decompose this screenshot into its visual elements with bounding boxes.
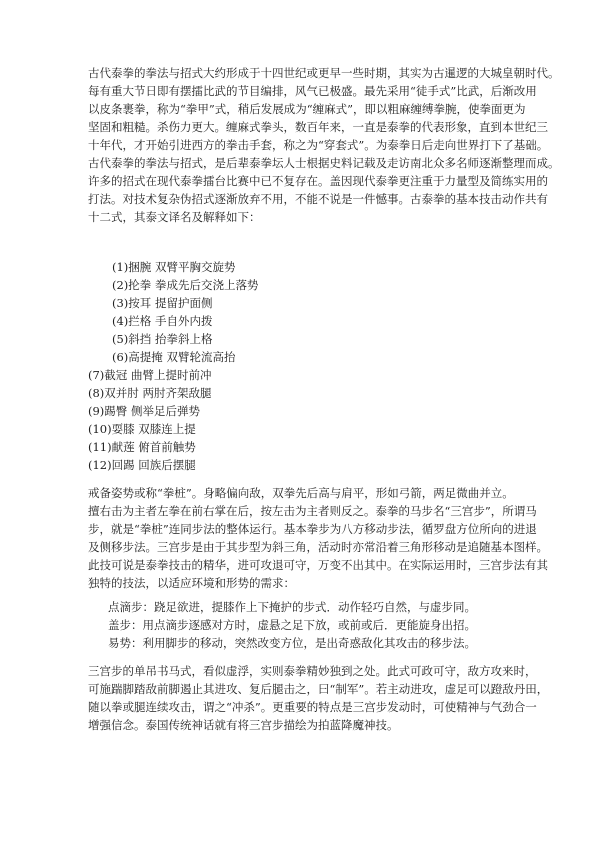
definition-line: 易势：利用脚步的移动，突然改变方位，是出奇惑敌化其攻击的移步法。 — [108, 636, 476, 650]
definition-line: 点滴步：跷足欲进，提膝作上下掩护的步式．动作轻巧自然，与虚步同。 — [108, 600, 476, 614]
text-line: 坚固和粗糙。杀伤力更大。缠麻式拳头，数百年来，一直是泰拳的代表形象，直到本世纪三 — [88, 120, 548, 134]
list-item: (3)按耳 提留护面侧 — [112, 296, 213, 310]
text-line: 随以拳或腿连续攻击，谓之“冲杀”。更重要的特点是三宫步发动时，可使精神与气劲合一 — [88, 700, 537, 714]
list-item: (9)踢臀 侧举足后弹势 — [88, 404, 200, 418]
list-item: (12)回踢 回族后摆腿 — [88, 458, 196, 472]
text-line: 此技可说是泰拳技击的精华，进可攻退可守，万变不出其中。在实际运用时，三宫步法有其 — [88, 558, 548, 572]
text-line: 三宫步的单吊书马式，看似虚浮，实则泰拳精妙独到之处。此式可政可守，敌方攻来时， — [88, 664, 537, 678]
list-item: (4)拦格 手自外内拨 — [112, 314, 213, 328]
list-item: (8)双并肘 两肘齐架敌腿 — [88, 386, 212, 400]
text-line: 每有重大节日即有摆擂比武的节目编排，风气已极盛。最先采用“徒手式”比武，后渐改用 — [88, 84, 537, 98]
list-item: (1)捆腕 双臂平胸交旋势 — [112, 260, 236, 274]
text-line: 戒备姿势或称“拳桩”。身略偏向敌，双拳先后高与肩平，形如弓箭，两足微曲并立。 — [88, 486, 514, 500]
definition-line: 盖步：用点滴步逐感对方时，虚悬之足下放，或前或后．更能旋身出招。 — [108, 618, 476, 632]
text-line: 古代泰拳的拳法与招式，是后辈泰拳坛人士根据史料记载及走访南北众多名师逐渐整理而成。 — [88, 156, 560, 170]
text-line: 可施踹脚踏敌前脚遏止其进攻、复后腿击之，曰“制军”。若主动进攻，虚足可以蹬敌丹田， — [88, 682, 549, 696]
list-item: (7)截冠 曲臂上提时前冲 — [88, 368, 212, 382]
text-line: 及侧移步法。三宫步是由于其步型为斜三角，活动时亦常沿着三角形移动是追随基本图样。 — [88, 540, 548, 554]
text-line: 以皮条裹拳，称为“拳甲”式，稍后发展成为“缠麻式”，即以粗麻缠缚拳腕，使拳面更为 — [88, 102, 526, 116]
list-item: (6)高提掩 双臂轮流高抬 — [112, 350, 236, 364]
list-item: (10)耍膝 双膝连上提 — [88, 422, 196, 436]
list-item: (5)斜挡 抬拳斜上格 — [112, 332, 213, 346]
text-line: 增强信念。泰国传统神话就有将三宫步描绘为拍蓝降魔神技。 — [88, 718, 399, 732]
list-item: (11)献莲 俯首前触势 — [88, 440, 196, 454]
text-line: 许多的招式在现代泰拳擂台比赛中已不复存在。盖因现代泰拳更注重于力量型及简练实用的 — [88, 174, 548, 188]
text-line: 十年代，才开始引进西方的拳击手套，称之为“穿套式”。为泰拳日后走向世界打下了基础。 — [88, 138, 549, 152]
text-line: 独特的技法，以适应环境和形势的需求： — [88, 576, 295, 590]
list-item: (2)抡拳 拳成先后交浇上落势 — [112, 278, 259, 292]
text-line: 步，就是“拳桩”连同步法的整体运行。基本拳步为八方移动步法，循罗盘方位所向的进退 — [88, 522, 537, 536]
text-line: 打法。对技术复杂伪招式逐渐放弃不用，不能不说是一件憾事。古泰拳的基本技击动作共有 — [88, 192, 548, 206]
text-line: 擅右击为主者左拳在前右掌在后，按左击为主者则反之。泰拳的马步名“三宫步”，所谓马 — [88, 504, 537, 518]
text-line: 古代泰拳的拳法与招式大约形成于十四世纪或更早一些时期，其实为古暹逻的大城皇朝时代。 — [88, 66, 560, 80]
text-line: 十二式，其泰文译名及解释如下： — [88, 210, 261, 224]
